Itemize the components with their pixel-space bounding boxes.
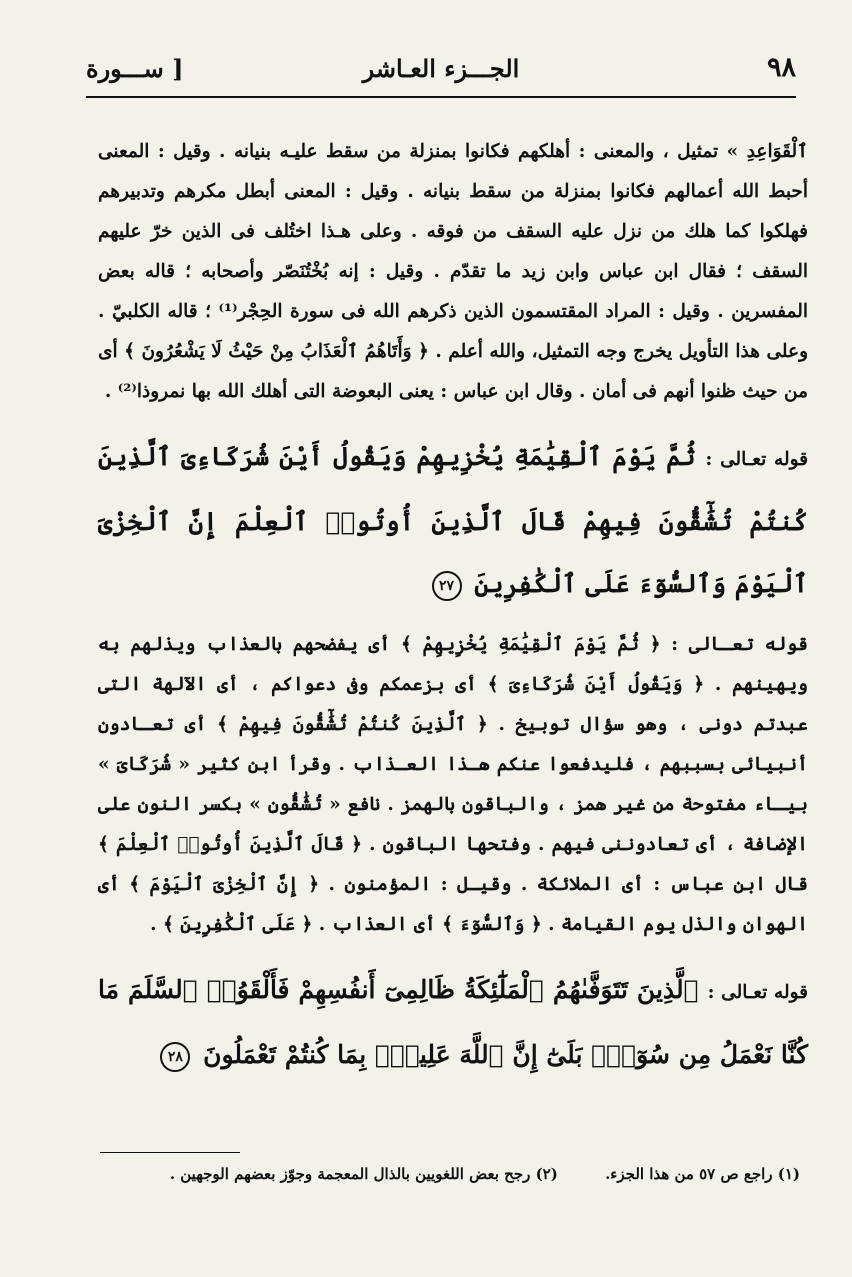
commentary-paragraph-2: قوله تعـالى : ﴿ ثُمَّ يَوْمَ ٱلْقِيَٰمَةِ يُخْزِيهِمْ ﴾ أى يفضحهم بالعذاب ويذلهم به ويهينهم . ﴿ وَيَقُولُ أَيْنَ شُرَكَاءِىَ ﴾ أى بزعمكم وفى دعواكم ، أى الآلهة التى عبدتم دونى ، وهو سؤال توبيخ . ﴿ ٱلَّذِينَ كُنتُمْ تُشَٰٓقُّونَ فِيهِمْ ﴾ أى تعـادون أنبيائى بسببهم ، فليدفعوا عنكم هـذا العـذاب . وقرأ ابن كثير « شُرَكَاىَ » بيـاء مفتوحة من غير همز ، والباقون بالهمز . نافع « تُشَٰقُّونِ » بكسر النون على الإضافة ، أى تعادوننى فيهم . وفتحها الباقون . ﴿ قَالَ ٱلَّذِينَ أُوتُوا۟ ٱلْعِلْمَ ﴾ قال ابن عباس : أى الملائكة . وقيـل : المؤمنون . ﴿ إِنَّ ٱلْخِزْىَ ٱلْيَوْمَ ﴾ أى الهوان والذل يوم القيامة . ﴿ وَٱلسُّوٓءَ ﴾ أى العذاب . ﴿ عَلَى ٱلْكَٰفِرِينَ ﴾ . [98, 634, 809, 935]
footnotes [100, 1152, 800, 1183]
verse-text: ثُمَّ يَوْمَ ٱلْقِيَٰمَةِ يُخْزِيهِمْ وَيَقُولُ أَيْنَ شُرَكَاءِىَ ٱلَّذِينَ كُنتُمْ تُشَٰٓقُّونَ فِيهِمْ قَالَ ٱلَّذِينَ أُوتُوا۟ ٱلْعِلْمَ إِنَّ ٱلْخِزْىَ ٱلْيَوْمَ وَٱلسُّوٓءَ عَلَى ٱلْكَٰفِرِينَ [98, 442, 808, 598]
verse-intro: قوله تعـالى : [705, 449, 808, 470]
page-content [98, 132, 808, 1096]
quran-verse-27 [98, 426, 808, 615]
footnote-1: (١) راجع ص ٥٧ من هذا الجزء. [605, 1165, 800, 1183]
footnote-rule [100, 1152, 240, 1153]
header-rule [86, 96, 796, 98]
verse-text: ٱلَّذِينَ تَتَوَفَّىٰهُمُ ٱلْمَلَٰٓئِكَةُ ظَالِمِىٓ أَنفُسِهِمْ فَأَلْقَوُا۟ ٱلسَّلَمَ مَا كُنَّا نَعْمَلُ مِن سُوٓءٍۭ بَلَىٰٓ إِنَّ ٱللَّهَ عَلِيمٌۢ بِمَا كُنتُمْ تَعْمَلُونَ [98, 975, 808, 1069]
ayah-number-marker: ٢٨ [160, 1042, 190, 1072]
footnote-2: (٢) رجح بعض اللغويين بالذال المعجمة وجوّز بعضهم الوجهين . [169, 1165, 558, 1183]
ayah-number-marker: ٢٧ [432, 571, 462, 601]
running-title: الجـــزء العـاشر [362, 54, 520, 83]
footnote-row [100, 1165, 800, 1183]
quran-verse-28 [98, 959, 808, 1086]
page-header [86, 52, 796, 96]
page-number: ٩٨ [766, 52, 796, 83]
verse-intro: قوله تعـالى : [707, 982, 808, 1003]
surah-label: [ ســـورة [86, 54, 184, 83]
commentary-paragraph-1: ٱلْقَوَاعِدِ » تمثيل ، والمعنى : أهلكهم فكانوا بمنزلة من سقط عليـه بنيانه . وقيل : المعنى أحبط الله أعمالهم فكانوا بمنزلة من سقط بنيانه . وقيل : المعنى أبطل مكرهم وتدبيرهم فهلكوا كما هلك من نزل عليه السقف من فوقه . وعلى هـذا اختُلف فى الذين خرّ عليهم السقف ؛ فقال ابن عباس وابن زيد ما تقدّم . وقيل : إنه بُخْتُنَصّر وأصحابه ؛ قاله بعض المفسرين . وقيل : المراد المقتسمون الذين ذكرهم الله فى سورة الحِجْر⁽¹⁾ ؛ قاله الكلبيّ . وعلى هذا التأويل يخرج وجه التمثيل، والله أعلم . ﴿ وَأَتَاهُمُ ٱلْعَذَابُ مِنْ حَيْثُ لَا يَشْعُرُونَ ﴾ أى من حيث ظنوا أنهم فى أمان . وقال ابن عباس : يعنى البعوضة التى أهلك الله بها نمروذا⁽²⁾ . [98, 141, 808, 402]
